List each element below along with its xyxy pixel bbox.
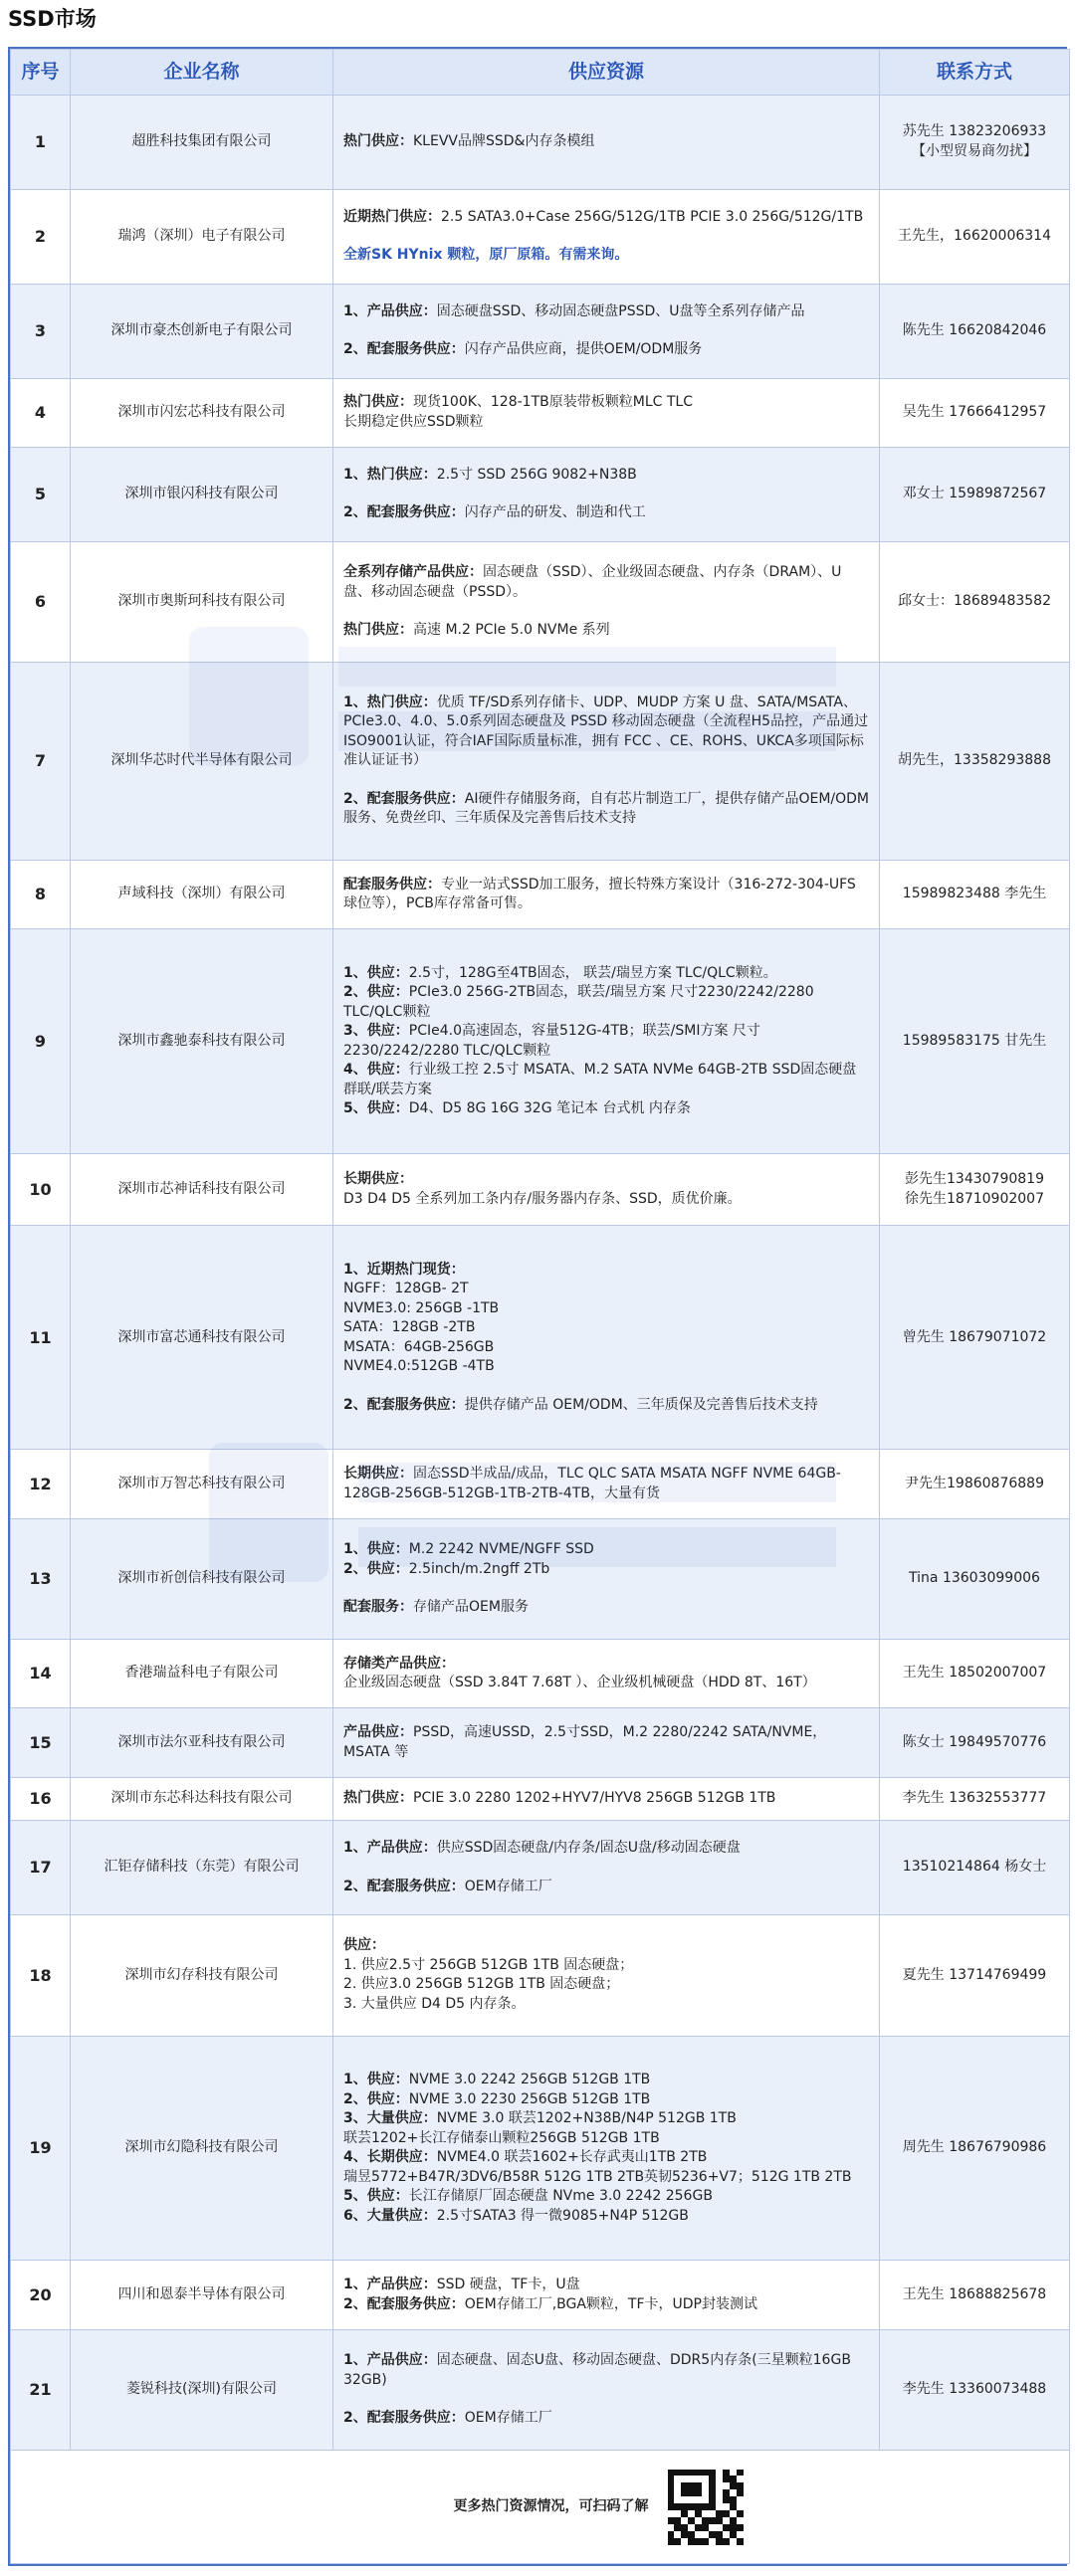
contact-line: 陈先生 16620842046 (902, 321, 1047, 338)
supply-resources (333, 2329, 880, 2450)
contact-line: 吴先生 17666412957 (902, 404, 1047, 421)
row-number: 21 (11, 2329, 71, 2450)
supply-text: 长期稳定供应SSD颗粒 (343, 413, 484, 430)
supply-text: 企业级固态硬盘（SSD 3.84T 7.68T ）、企业级机械硬盘（HDD 8T、16T） (343, 1675, 816, 1691)
company-name: 深圳市祈创信科技有限公司 (71, 1518, 333, 1639)
supply-label: 6、大量供应： (343, 2207, 437, 2224)
supply-text: 存储产品OEM服务 (413, 1599, 529, 1616)
supply-paragraph (343, 964, 869, 1119)
row-number: 19 (11, 2036, 71, 2261)
supply-label: 4、长期供应： (343, 2149, 437, 2166)
contact-info (880, 662, 1070, 860)
company-name: 香港瑞益科电子有限公司 (71, 1639, 333, 1707)
contact-line: Tina 13603099006 (909, 1570, 1040, 1587)
supply-paragraph (343, 2071, 869, 2226)
company-name: 菱锐科技(深圳)有限公司 (71, 2329, 333, 2450)
row-number: 3 (11, 284, 71, 378)
table-row (11, 1639, 1070, 1707)
supply-label: 2、配套服务供应： (343, 2410, 465, 2427)
table-row (11, 1708, 1070, 1777)
supply-text: 2.5寸 SSD 256G 9082+N38B (436, 466, 637, 483)
contact-line: 【小型贸易商勿扰】 (912, 142, 1037, 159)
supply-paragraph (343, 1878, 869, 1897)
supply-text: 2.5 SATA3.0+Case 256G/512G/1TB PCIE 3.0 256G/512G/1TB (441, 208, 864, 225)
supply-label: 1、供应： (343, 1541, 409, 1558)
row-number: 20 (11, 2261, 71, 2329)
contact-info (880, 1226, 1070, 1450)
supply-paragraph (343, 340, 869, 360)
contact-line: 王先生 18688825678 (902, 2285, 1047, 2302)
supply-text: 2.5寸，128G至4TB固态， 联芸/瑞昱方案 TLC/QLC颗粒。 (408, 964, 777, 981)
contact-line: 邱女士：18689483582 (898, 593, 1051, 610)
contact-line: 李先生 13360073488 (902, 2381, 1047, 2398)
table-row (11, 1821, 1070, 1915)
supply-label: 3、大量供应： (343, 2110, 437, 2127)
supply-label: 2、配套服务供应： (343, 1878, 465, 1894)
supply-resources (333, 929, 880, 1154)
table-row (11, 189, 1070, 284)
supply-resources (333, 860, 880, 928)
supply-paragraph (343, 1598, 869, 1618)
supply-label: 2、配套服务供应： (343, 504, 465, 521)
supply-text: 固态硬盘SSD、移动固态硬盘PSSD、U盘等全系列存储产品 (436, 302, 805, 319)
supply-paragraph (343, 1540, 869, 1579)
supply-text: SATA：128GB -2TB (343, 1319, 476, 1336)
table-row (11, 96, 1070, 190)
supply-text: 提供存储产品 OEM/ODM、三年质保及完善售后技术支持 (464, 1396, 818, 1413)
supply-label: 2、供应： (343, 2090, 409, 2107)
row-number: 14 (11, 1639, 71, 1707)
supply-paragraph (343, 1839, 869, 1859)
table-row (11, 2036, 1070, 2261)
company-name: 深圳市幻存科技有限公司 (71, 1915, 333, 2037)
supply-label: 3、供应： (343, 1023, 409, 1040)
supply-label: 1、产品供应： (343, 1840, 437, 1857)
contact-line: 彭先生13430790819 (905, 1171, 1044, 1188)
contact-info (880, 1154, 1070, 1226)
contact-line: 邓女士 15989872567 (902, 486, 1047, 502)
supply-paragraph (343, 876, 869, 914)
supply-label: 1、热门供应： (343, 694, 437, 710)
supply-text: PCIe3.0 256G-2TB固态，联芸/瑞昱方案 尺寸2230/2242/2280 TLC/QLC颗粒 (343, 984, 814, 1020)
supply-text: 供应SSD固态硬盘/内存条/固态U盘/移动固态硬盘 (436, 1840, 741, 1857)
table-row (11, 378, 1070, 447)
table-row (11, 860, 1070, 928)
supply-resources (333, 1915, 880, 2037)
supply-resources (333, 1777, 880, 1820)
table-row (11, 1915, 1070, 2037)
company-name: 瑞鸿（深圳）电子有限公司 (71, 189, 333, 284)
supply-text: PSSD，高速USSD，2.5寸SSD，M.2 2280/2242 SATA/NVME，MSATA 等 (343, 1724, 827, 1760)
table-row (11, 541, 1070, 662)
supply-paragraph (343, 1170, 869, 1209)
supply-text: 3. 大量供应 D4 D5 内存条。 (343, 1995, 526, 2012)
supply-label: 供应： (343, 1937, 385, 1954)
row-number: 6 (11, 541, 71, 662)
supply-paragraph (343, 1465, 869, 1503)
supply-text: 1. 供应2.5寸 256GB 512GB 1TB 固态硬盘； (343, 1956, 634, 1973)
supply-resources (333, 1639, 880, 1707)
supply-label: 2、配套服务供应： (343, 1396, 465, 1413)
supply-label: 1、热门供应： (343, 466, 437, 483)
supply-paragraph (343, 1655, 869, 1693)
row-number: 1 (11, 96, 71, 190)
footer-cell (11, 2451, 1070, 2564)
contact-info (880, 1518, 1070, 1639)
supply-text: 闪存产品的研发、制造和代工 (464, 504, 646, 521)
supply-paragraph (343, 2409, 869, 2429)
supply-label: 配套服务供应： (343, 876, 441, 892)
table-row (11, 929, 1070, 1154)
supply-paragraph (343, 302, 869, 322)
contact-line: 徐先生18710902007 (905, 1190, 1044, 1207)
table-row (11, 1450, 1070, 1518)
supply-paragraph (343, 132, 869, 152)
supply-text: 固态SSD半成品/成品，TLC QLC SATA MSATA NGFF NVME 64GB-128GB-256GB-512GB-1TB-2TB-4TB，大量有货 (343, 1466, 841, 1501)
supply-paragraph (343, 1789, 869, 1809)
supply-text: PCIe4.0高速固态，容量512G-4TB；联芸/SMI方案 尺寸2230/2242/2280 TLC/QLC颗粒 (343, 1023, 760, 1059)
contact-info (880, 2036, 1070, 2261)
table-row (11, 662, 1070, 860)
contact-line: 夏先生 13714769499 (902, 1966, 1047, 1983)
contact-info (880, 378, 1070, 447)
header-contact: 联系方式 (880, 50, 1070, 96)
supply-paragraph (343, 621, 869, 641)
company-name: 声域科技（深圳）有限公司 (71, 860, 333, 928)
supply-text: OEM存储工厂 (464, 1878, 552, 1894)
row-number: 7 (11, 662, 71, 860)
company-name: 超胜科技集团有限公司 (71, 96, 333, 190)
company-name: 深圳市鑫驰泰科技有限公司 (71, 929, 333, 1154)
row-number: 9 (11, 929, 71, 1154)
supply-text: 联芸1202+长江存储泰山颗粒256GB 512GB 1TB (343, 2129, 660, 2146)
supply-label: 热门供应： (343, 1790, 413, 1807)
company-name: 深圳市芯神话科技有限公司 (71, 1154, 333, 1226)
row-number: 11 (11, 1226, 71, 1450)
company-name: 深圳市奥斯珂科技有限公司 (71, 541, 333, 662)
contact-line: 15989823488 李先生 (902, 886, 1047, 902)
supply-text: AI硬件存储服务商，自有芯片制造工厂，提供存储产品OEM/ODM服务、免费丝印、三年质保及完善售后技术支持 (343, 790, 869, 827)
supply-text: PCIE 3.0 2280 1202+HYV7/HYV8 256GB 512GB 1TB (413, 1790, 776, 1807)
supply-paragraph (343, 246, 869, 266)
supply-resources (333, 189, 880, 284)
contact-line: 苏先生 13823206933 (902, 123, 1047, 140)
table-row (11, 448, 1070, 542)
contact-line: 13510214864 杨女士 (902, 1859, 1047, 1876)
supply-text: OEM存储工厂 (464, 2410, 552, 2427)
row-number: 16 (11, 1777, 71, 1820)
supply-label: 配套服务： (343, 1599, 413, 1616)
row-number: 4 (11, 378, 71, 447)
supply-resources (333, 378, 880, 447)
contact-info (880, 1915, 1070, 2037)
supply-label: 2、供应： (343, 1560, 409, 1577)
row-number: 2 (11, 189, 71, 284)
supply-label: 存储类产品供应： (343, 1655, 455, 1672)
supply-text: M.2 2242 NVME/NGFF SSD (408, 1541, 594, 1558)
table-row (11, 284, 1070, 378)
table-row (11, 1226, 1070, 1450)
supply-label: 1、产品供应： (343, 302, 437, 319)
contact-info (880, 2329, 1070, 2450)
supply-resources (333, 284, 880, 378)
supply-text: 现货100K、128-1TB原装带板颗粒MLC TLC (413, 394, 693, 411)
supply-label: 近期热门供应： (343, 208, 441, 225)
company-name: 深圳市东芯科达科技有限公司 (71, 1777, 333, 1820)
supply-text: 专业一站式SSD加工服务，擅长特殊方案设计（316-272-304-UFS球位等），PCB库存常备可售。 (343, 876, 856, 912)
company-name: 深圳市法尔亚科技有限公司 (71, 1708, 333, 1777)
supply-label: 1、供应： (343, 964, 409, 981)
supply-label: 热门供应： (343, 394, 413, 411)
supply-label: 4、供应： (343, 1062, 409, 1079)
row-number: 15 (11, 1708, 71, 1777)
table-row (11, 1154, 1070, 1226)
supply-text: 固态硬盘、固态U盘、移动固态硬盘、DDR5内存条(三星颗粒16GB 32GB) (343, 2352, 851, 2388)
supply-label: 长期供应： (343, 1466, 413, 1483)
company-name: 深圳市银闪科技有限公司 (71, 448, 333, 542)
supply-text: NVME 3.0 2242 256GB 512GB 1TB (408, 2072, 651, 2088)
table-row (11, 2329, 1070, 2450)
contact-line: 曾先生 18679071072 (902, 1328, 1047, 1345)
company-name: 深圳市闪宏芯科技有限公司 (71, 378, 333, 447)
contact-info (880, 929, 1070, 1154)
contact-info (880, 1708, 1070, 1777)
header-no: 序号 (11, 50, 71, 96)
supply-resources (333, 541, 880, 662)
company-name: 深圳市豪杰创新电子有限公司 (71, 284, 333, 378)
contact-line: 李先生 13632553777 (902, 1790, 1047, 1807)
supply-label: 5、供应： (343, 2188, 409, 2205)
supply-highlight: 全新SK HYnix 颗粒，原厂原箱。有需来询。 (343, 247, 629, 264)
supply-paragraph (343, 466, 869, 486)
contact-info (880, 96, 1070, 190)
supply-label: 产品供应： (343, 1724, 413, 1741)
row-number: 8 (11, 860, 71, 928)
contact-info (880, 1821, 1070, 1915)
supply-text: 优质 TF/SD系列存储卡、UDP、MUDP 方案 U 盘、SATA/MSATA、PCIe3.0、4.0、5.0系列固态硬盘及 PSSD 移动固态硬盘（全流程H5品控，产品通过ISO9001认证，符合IAF国际质量标准，拥有 FCC 、CE、ROHS、UKCA多项国际标准认证证书） (343, 694, 869, 769)
contact-line: 胡先生，13358293888 (898, 752, 1051, 769)
table-header-row (11, 50, 1070, 96)
contact-line: 陈女士 19849570776 (902, 1733, 1047, 1750)
supply-label: 全系列存储产品供应： (343, 564, 483, 581)
supply-paragraph (343, 790, 869, 829)
supply-paragraph (343, 393, 869, 432)
supply-text: D3 D4 D5 全系列加工条内存/服务器内存条、SSD，质优价廉。 (343, 1190, 742, 1207)
supply-text: 2.5inch/m.2ngff 2Tb (408, 1560, 550, 1577)
company-name: 汇钜存储科技（东莞）有限公司 (71, 1821, 333, 1915)
supply-resources (333, 1154, 880, 1226)
contact-line: 15989583175 甘先生 (902, 1033, 1047, 1050)
supply-paragraph (343, 694, 869, 771)
table-row (11, 2261, 1070, 2329)
supply-text: NVME 3.0 联芸1202+N38B/N4P 512GB 1TB (436, 2110, 737, 2127)
supply-paragraph (343, 503, 869, 523)
footer-text: 更多热门资源情况，可扫码了解 (453, 2497, 649, 2514)
company-name: 深圳市万智芯科技有限公司 (71, 1450, 333, 1518)
company-name: 深圳华芯时代半导体有限公司 (71, 662, 333, 860)
supply-label: 1、产品供应： (343, 2277, 437, 2293)
supply-text: 行业级工控 2.5寸 MSATA、M.2 SATA NVMe 64GB-2TB SSD固态硬盘 群联/联芸方案 (343, 1062, 857, 1097)
supply-label: 1、产品供应： (343, 2352, 437, 2369)
page-title: SSD市场 (8, 7, 97, 31)
footer-row (11, 2451, 1070, 2564)
supply-text: SSD 硬盘，TF卡，U盘 (436, 2277, 580, 2293)
supply-label: 2、配套服务供应： (343, 341, 465, 358)
supply-resources (333, 1450, 880, 1518)
row-number: 17 (11, 1821, 71, 1915)
contact-info (880, 284, 1070, 378)
supply-label: 2、配套服务供应： (343, 2295, 465, 2312)
supply-label: 1、供应： (343, 2072, 409, 2088)
contact-line: 王先生 18502007007 (902, 1665, 1047, 1682)
resource-table-frame (8, 47, 1067, 2566)
row-number: 5 (11, 448, 71, 542)
supply-label: 热门供应： (343, 622, 413, 639)
supply-paragraph (343, 1936, 869, 2014)
qr-code-icon[interactable] (665, 2467, 747, 2548)
supply-text: 长江存储原厂固态硬盘 NVme 3.0 2242 256GB (408, 2188, 713, 2205)
contact-line: 王先生，16620006314 (898, 228, 1051, 245)
header-supply: 供应资源 (333, 50, 880, 96)
supply-text: 瑞昱5772+B47R/3DV6/B58R 512G 1TB 2TB英韧5236+V7；512G 1TB 2TB (343, 2168, 852, 2185)
table-body (11, 96, 1070, 2451)
row-number: 12 (11, 1450, 71, 1518)
supply-text: MSATA：64GB-256GB (343, 1338, 495, 1355)
supply-paragraph (343, 2351, 869, 2390)
supply-label: 2、配套服务供应： (343, 790, 465, 807)
contact-line: 尹先生19860876889 (905, 1475, 1044, 1491)
supply-text: NVME 3.0 2230 256GB 512GB 1TB (408, 2090, 651, 2107)
supply-resources (333, 96, 880, 190)
table-row (11, 1777, 1070, 1820)
contact-info (880, 541, 1070, 662)
header-company: 企业名称 (71, 50, 333, 96)
supply-label: 热门供应： (343, 133, 413, 150)
row-number: 18 (11, 1915, 71, 2037)
supply-paragraph (343, 1261, 869, 1377)
contact-info (880, 1639, 1070, 1707)
row-number: 13 (11, 1518, 71, 1639)
supply-paragraph (343, 1723, 869, 1762)
supply-text: 高速 M.2 PCIe 5.0 NVMe 系列 (413, 622, 610, 639)
supply-text: OEM存储工厂,BGA颗粒，TF卡，UDP封装测试 (464, 2295, 758, 2312)
contact-info (880, 189, 1070, 284)
row-number: 10 (11, 1154, 71, 1226)
company-name: 深圳市富芯通科技有限公司 (71, 1226, 333, 1450)
supply-paragraph (343, 563, 869, 602)
contact-info (880, 860, 1070, 928)
supply-resources (333, 1708, 880, 1777)
contact-line: 周先生 18676790986 (902, 2139, 1047, 2156)
resource-table (10, 49, 1070, 2564)
supply-paragraph (343, 1396, 869, 1416)
company-name: 深圳市幻隐科技有限公司 (71, 2036, 333, 2261)
supply-text: NGFF：128GB- 2T (343, 1281, 469, 1297)
supply-resources (333, 1821, 880, 1915)
supply-text: NVME4.0:512GB -4TB (343, 1358, 495, 1375)
supply-text: 固态硬盘（SSD）、企业级固态硬盘、内存条（DRAM）、U盘、移动固态硬盘（PSSD）。 (343, 564, 842, 600)
supply-text: 闪存产品供应商，提供OEM/ODM服务 (464, 341, 703, 358)
supply-text: 2.5寸SATA3 得一微9085+N4P 512GB (436, 2207, 689, 2224)
company-name: 四川和恩泰半导体有限公司 (71, 2261, 333, 2329)
supply-label: 2、供应： (343, 984, 409, 1001)
supply-resources (333, 2036, 880, 2261)
supply-text: 2. 供应3.0 256GB 512GB 1TB 固态硬盘； (343, 1976, 620, 1993)
supply-text: D4、D5 8G 16G 32G 笔记本 台式机 内存条 (408, 1100, 691, 1117)
supply-resources (333, 1226, 880, 1450)
supply-resources (333, 662, 880, 860)
supply-paragraph (343, 2276, 869, 2314)
supply-text: NVME4.0 联芸1602+长存武夷山1TB 2TB (436, 2149, 708, 2166)
supply-resources (333, 448, 880, 542)
table-row (11, 1518, 1070, 1639)
contact-info (880, 448, 1070, 542)
supply-label: 5、供应： (343, 1100, 409, 1117)
contact-info (880, 1777, 1070, 1820)
supply-label: 1、近期热门现货： (343, 1261, 465, 1278)
contact-info (880, 1450, 1070, 1518)
supply-label: 长期供应： (343, 1171, 413, 1188)
supply-text: NVME3.0: 256GB -1TB (343, 1299, 500, 1316)
supply-paragraph (343, 208, 869, 228)
supply-resources (333, 1518, 880, 1639)
supply-resources (333, 2261, 880, 2329)
supply-text: KLEVV品牌SSD&内存条模组 (413, 133, 595, 150)
contact-info (880, 2261, 1070, 2329)
